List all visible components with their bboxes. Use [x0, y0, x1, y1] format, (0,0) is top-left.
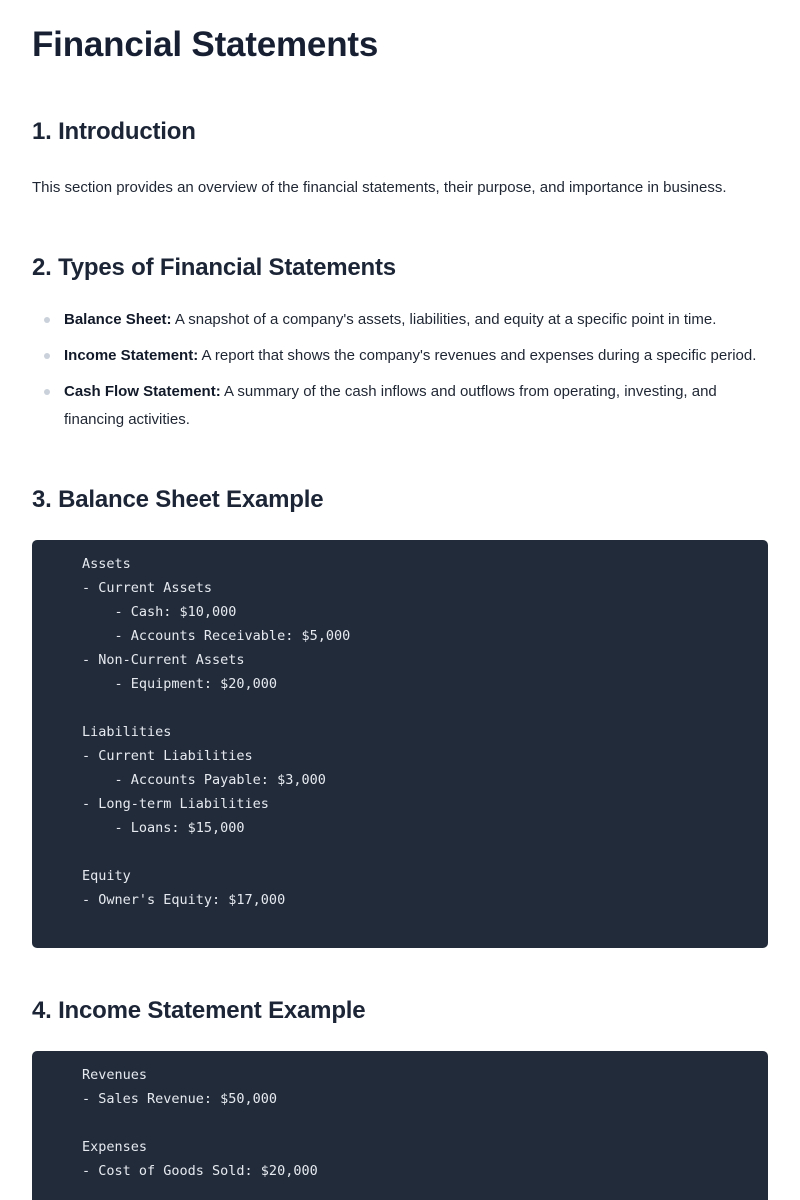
list-item-term: Income Statement: — [64, 347, 199, 364]
income-statement-code: Revenues - Sales Revenue: $50,000 Expenses - Cost of Goods Sold: $20,000 — [82, 1067, 318, 1179]
introduction-paragraph: This section provides an overview of the financial statements, their purpose, and importance in business. — [32, 179, 727, 196]
list-item-description: A summary of the cash inflows and outflows from operating, investing, and financing activities. — [64, 383, 717, 428]
list-item-term: Balance Sheet: — [64, 311, 172, 328]
section-heading-income-statement: 4. Income Statement Example — [32, 997, 366, 1024]
section-heading-balance-sheet: 3. Balance Sheet Example — [32, 486, 324, 513]
list-item-term: Cash Flow Statement: — [64, 383, 221, 400]
list-item-description: A snapshot of a company's assets, liabilities, and equity at a specific point in time. — [171, 311, 717, 328]
page-title: Financial Statements — [32, 25, 379, 64]
statement-types-list — [32, 306, 768, 434]
balance-sheet-code-block — [32, 540, 768, 948]
list-item-balance-sheet — [64, 306, 768, 334]
list-item-cash-flow-statement — [64, 378, 768, 434]
section-heading-types: 2. Types of Financial Statements — [32, 254, 396, 281]
bullet-icon — [44, 353, 50, 359]
bullet-icon — [44, 389, 50, 395]
list-item-description: A report that shows the company's revenues and expenses during a specific period. — [198, 347, 757, 364]
section-heading-introduction: 1. Introduction — [32, 118, 196, 145]
balance-sheet-code: Assets - Current Assets - Cash: $10,000 - Accounts Receivable: $5,000 - Non-Current Assets - Equipment: $20,000 Liabilities - Current Liabilities - Accounts Payable: $3,000 - Long-term Liabilities - Loans: $15,000 Equity - Owner's Equity: $17,000 — [82, 556, 351, 908]
income-statement-code-block — [32, 1051, 768, 1200]
bullet-icon — [44, 317, 50, 323]
list-item-income-statement — [64, 342, 768, 370]
